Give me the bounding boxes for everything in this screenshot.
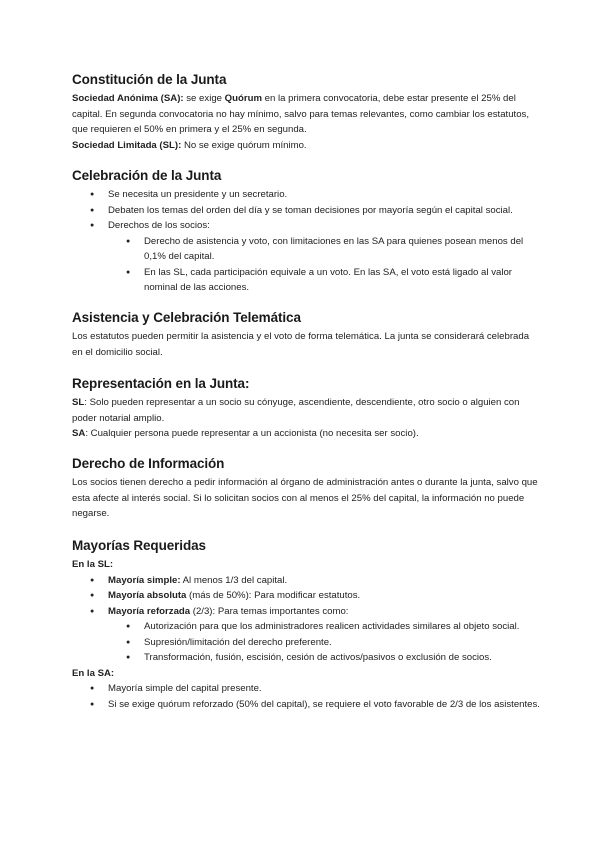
list-item-text: (más de 50%): Para modificar estatutos. [186,590,361,601]
paragraph-sl-quorum [72,138,540,154]
heading-telematica: Asistencia y Celebración Telemática [72,310,301,325]
label-sa: SA [72,428,86,439]
list-item [72,604,540,666]
subheading-sl [72,557,540,573]
label-sa: Sociedad Anónima (SA): [72,93,184,104]
list-item: ● Supresión/limitación del derecho preferente. [108,635,540,651]
label-mayoria-reforzada: Mayoría reforzada [108,605,191,617]
list-item: ● Se necesita un presidente y un secretario. [72,187,540,203]
paragraph-representacion-sl [72,395,540,426]
paragraph-informacion: Los socios tienen derecho a pedir información al órgano de administración antes o durante la junta, salvo que esta afecte al interés social. Si lo solicitan socios con al menos el 25% del capital, la información no puede negarse. [72,477,538,519]
heading-celebracion: Celebración de la Junta [72,168,222,183]
list-item: ● Transformación, fusión, escisión, cesión de activos/pasivos o exclusión de socios. [108,650,540,666]
label-mayoria-absoluta: Mayoría absoluta [108,590,187,601]
list-mayorias-sl [72,573,540,666]
list-item: ● Derecho de asistencia y voto, con limitaciones en las SA para quienes posean menos del 0,1% del capital. [108,234,540,265]
label-sl: Sociedad Limitada (SL): [72,139,182,151]
label-mayoria-simple: Mayoría simple: [108,574,181,586]
text-sl: No se exige quórum mínimo. [181,139,307,151]
label-quorum: Quórum [224,93,262,104]
sublist-temas-importantes [108,619,540,666]
list-item-text: (2/3): Para temas importantes como: [190,605,349,617]
text-sl: : Solo pueden representar a un socio su cónyuge, ascendiente, descendiente, otro socio o alguien con poder notarial amplio. [72,397,520,424]
subheading-sa [72,666,540,682]
paragraph-representacion-sa [72,426,540,442]
list-item: ● Debaten los temas del orden del día y se toman decisiones por mayoría según el capital social. [72,203,540,219]
sublist-derechos [108,234,540,296]
list-item-text: Derechos de los socios: [108,220,210,231]
label-sl: SL [72,397,85,408]
label-en-la-sl: En la SL: [72,559,114,570]
section-telematica [72,310,540,360]
heading-representacion: Representación en la Junta: [72,376,250,391]
list-item: ● Si se exige quórum reforzado (50% del capital), se requiere el voto favorable de 2/3 de los asistentes. [72,697,540,713]
section-representacion [72,376,540,442]
section-mayorias [72,538,540,712]
list-mayorias-sa [72,681,540,712]
heading-informacion: Derecho de Información [72,456,225,471]
list-item [72,573,540,589]
section-celebracion [72,168,540,296]
section-informacion [72,456,540,522]
paragraph-telematica: Los estatutos pueden permitir la asistencia y el voto de forma telemática. La junta se considerará celebrada en el domicilio social. [72,331,530,358]
list-item: ● Mayoría simple del capital presente. [72,681,540,697]
paragraph-sa-quorum [72,91,540,138]
list-item [72,218,540,296]
text-sa-2: en la primera convocatoria, debe estar presente el 25% del capital. En segunda convocatoria no hay mínimo, salvo para temas relevantes, como cambiar los estatutos, que requieren el 50% en primera y el 25% en segunda. [72,93,530,135]
heading-mayorias: Mayorías Requeridas [72,538,206,553]
text-sa: : Cualquier persona puede representar a un accionista (no necesita ser socio). [85,428,419,439]
list-celebracion [72,187,540,296]
text-sa-1: se exige [183,93,225,104]
label-en-la-sa: En la SA: [72,667,115,679]
list-item-text: Al menos 1/3 del capital. [180,574,288,586]
section-constitucion [72,72,540,153]
heading-constitucion: Constitución de la Junta [72,72,227,87]
list-item: ● Autorización para que los administradores realicen actividades similares al objeto social. [108,619,540,635]
list-item: ● En las SL, cada participación equivale a un voto. En las SA, el voto está ligado al valor nominal de las acciones. [108,265,540,296]
list-item [72,588,540,604]
